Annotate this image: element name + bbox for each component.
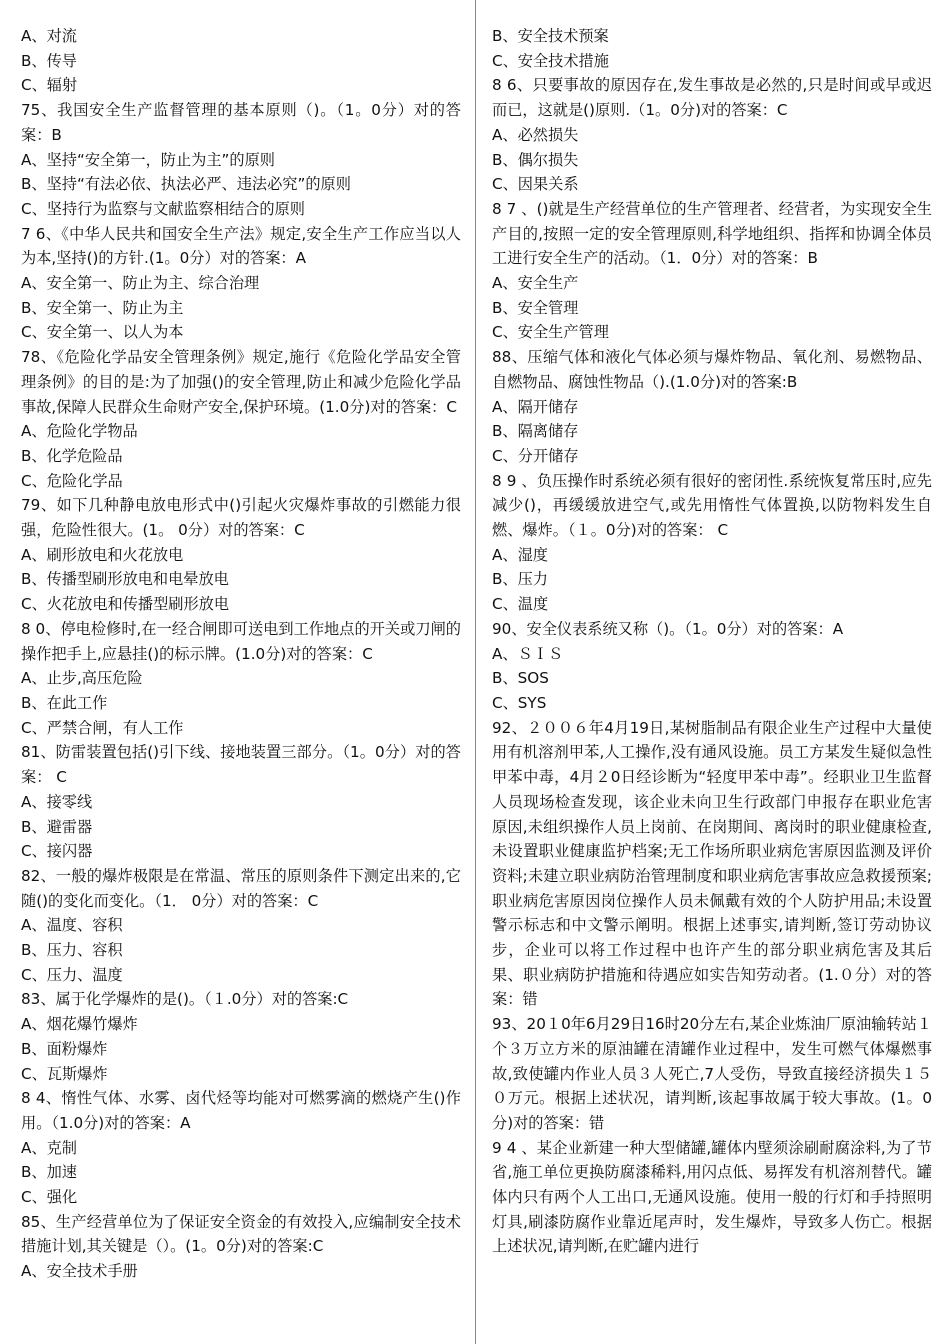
- text-line: B、安全管理: [492, 298, 579, 317]
- text-line: C、辐射: [21, 76, 78, 95]
- text-line: 75、我国安全生产监督管理的基本原则（)。（1。0分）对的答案：B: [21, 101, 461, 144]
- text-line: A、隔开储存: [492, 397, 579, 416]
- right-column: [492, 24, 932, 1259]
- column-divider: [475, 0, 476, 1344]
- text-line: A、克制: [21, 1138, 77, 1157]
- text-line: A、湿度: [492, 545, 548, 564]
- text-line: C、坚持行为监察与文献监察相结合的原则: [21, 199, 305, 218]
- text-line: 79、如下几种静电放电形式中()引起火灾爆炸事故的引燃能力很强，危险性很大。(1。 0分）对的答案：C: [21, 496, 461, 540]
- text-line: 78、《危险化学品安全管理条例》规定,施行《危险化学品安全管理条例》的目的是:为了加强()的安全管理,防止和减少危险化学品事故,保障人民群众生命财产安全,保护环境。(1.0分)对的答案：C: [21, 348, 461, 416]
- text-line: C、分开储存: [492, 446, 579, 465]
- text-line: C、危险化学品: [21, 471, 123, 490]
- text-line: 93、20１0年6月29日16时20分左右,某企业炼油厂原油输转站１个３万立方米的原油罐在清罐作业过程中，发生可燃气体爆燃事故,致使罐内作业人员３人死亡,7人受伤，导致直接经济损失１５０万元。根据上述状况，请判断,该起事故属于较大事故。(1。0分)对的答案：错: [492, 1015, 932, 1132]
- text-line: B、避雷器: [21, 817, 93, 836]
- text-line: A、对流: [21, 27, 77, 45]
- text-line: B、传导: [21, 51, 77, 70]
- text-line: 8 0、停电检修时,在一经合闸即可送电到工作地点的开关或刀闸的操作把手上,应悬挂()的标示牌。(1.0分)对的答案：C: [21, 619, 461, 663]
- text-line: B、传播型刷形放电和电晕放电: [21, 570, 229, 589]
- text-line: C、因果关系: [492, 175, 579, 194]
- text-line: B、加速: [21, 1163, 77, 1182]
- text-line: A、坚持“安全第一，防止为主”的原则: [21, 150, 275, 169]
- text-line: A、安全技术手册: [21, 1262, 138, 1281]
- text-line: C、强化: [21, 1188, 78, 1207]
- text-line: 9 4 、某企业新建一种大型储罐,罐体内壁须涂刷耐腐涂料,为了节省,施工单位更换防腐漆稀料,用闪点低、易挥发有机溶剂替代。罐体内只有两个人工出口,无通风设施。使用一般的行灯和手持照明灯具,刷漆防腐作业靠近尾声时，发生爆炸，导致多人伤亡。根据上述状况,请判断,在贮罐内进行: [492, 1138, 932, 1256]
- text-line: C、SYS: [492, 693, 547, 712]
- text-line: 7 6、《中华人民共和国安全生产法》规定,安全生产工作应当以人为本,坚持()的方针.(1。0分）对的答案：A: [21, 224, 461, 268]
- text-line: B、面粉爆炸: [21, 1039, 108, 1058]
- left-column: [21, 24, 461, 1284]
- text-line: 85、生产经营单位为了保证安全资金的有效投入,应编制安全技术措施计划,其关键是（）。(1。0分)对的答案:C: [21, 1212, 461, 1256]
- text-line: C、瓦斯爆炸: [21, 1064, 108, 1083]
- text-line: A、危险化学物品: [21, 422, 138, 441]
- text-line: C、严禁合闸，有人工作: [21, 718, 184, 737]
- text-line: 8 6、只要事故的原因存在,发生事故是必然的,只是时间或早或迟而已，这就是()原则.（1。0分)对的答案：C: [492, 76, 932, 120]
- text-line: B、安全第一、防止为主: [21, 298, 184, 317]
- text-line: C、安全第一、以人为本: [21, 323, 184, 342]
- text-line: A、必然损失: [492, 125, 579, 144]
- text-line: C、安全生产管理: [492, 323, 609, 342]
- text-line: 83、属于化学爆炸的是()。（１.0分）对的答案:C: [21, 990, 349, 1009]
- text-line: B、压力: [492, 570, 548, 589]
- text-line: B、压力、容积: [21, 941, 123, 960]
- text-line: B、隔离储存: [492, 422, 579, 441]
- text-line: A、ＳＩＳ: [492, 644, 564, 663]
- text-line: 88、压缩气体和液化气体必须与爆炸物品、氧化剂、易燃物品、自燃物品、腐蚀性物品（).(1.0分)对的答案:B: [492, 348, 932, 391]
- text-line: A、烟花爆竹爆炸: [21, 1015, 138, 1034]
- text-line: 8 9 、负压操作时系统必须有很好的密闭性.系统恢复常压时,应先减少()，再缓缓放进空气,或先用惰性气体置换,以防物料发生自燃、爆炸。（１。0分)对的答案： C: [492, 471, 932, 540]
- text-line: B、坚持“有法必依、执法必严、违法必究”的原则: [21, 175, 351, 194]
- text-line: A、接零线: [21, 792, 93, 811]
- text-line: 8 4、惰性气体、水雾、卤代烃等均能对可燃雾滴的燃烧产生()作用。（1.0分)对的答案：A: [21, 1089, 461, 1132]
- text-line: C、火花放电和传播型刷形放电: [21, 595, 230, 614]
- text-line: C、温度: [492, 595, 549, 614]
- text-line: C、接闪器: [21, 842, 93, 861]
- text-line: A、安全生产: [492, 274, 579, 293]
- text-line: 81、防雷装置包括()引下线、接地装置三部分。（1。0分）对的答案： C: [21, 743, 461, 787]
- text-line: A、止步,高压危险: [21, 669, 143, 688]
- text-line: 90、安全仪表系统又称（)。（1。0分）对的答案：A: [492, 619, 844, 638]
- text-line: B、化学危险品: [21, 446, 123, 465]
- text-line: A、安全第一、防止为主、综合治理: [21, 274, 260, 293]
- text-line: C、安全技术措施: [492, 51, 609, 70]
- text-line: B、安全技术预案: [492, 27, 609, 45]
- text-line: B、偶尔损失: [492, 150, 579, 169]
- text-line: B、SOS: [492, 669, 549, 688]
- text-line: B、在此工作: [21, 693, 108, 712]
- text-line: 92、２００６年4月19日,某树脂制品有限企业生产过程中大量使用有机溶剂甲苯,人工操作,没有通风设施。员工方某发生疑似急性甲苯中毒，4月２0日经诊断为“轻度甲苯中毒”。经职业卫生监督人员现场检查发现，该企业未向卫生行政部门申报存在职业危害原因,未组织操作人员上岗前、在岗期间、离岗时的职业健康检查,未设置职业健康监护档案;无工作场所职业病危害原因监测及评价资料;未建立职业病防治管理制度和职业病危害事故应急救援预案;职业病危害原因岗位操作人员未佩戴有效的个人防护用品;未设置警示标志和中文警示阐明。根据上述事实,请判断,签订劳动协议步，企业可以将工作过程中也许产生的部分职业病危害及其后果、职业病防护措施和待遇应如实告知劳动者。(1.０分）对的答案：错: [492, 718, 932, 1009]
- text-line: A、刷形放电和火花放电: [21, 545, 184, 564]
- text-line: A、温度、容积: [21, 916, 123, 935]
- text-line: 82、一般的爆炸极限是在常温、常压的原则条件下测定出来的,它随()的变化而变化。（1． 0分）对的答案：C: [21, 866, 461, 910]
- text-line: 8 7 、()就是生产经营单位的生产管理者、经营者，为实现安全生产目的,按照一定的安全管理原则,科学地组织、指挥和协调全体员工进行安全生产的活动。（1．0分）对的答案：B: [492, 199, 932, 268]
- text-line: C、压力、温度: [21, 965, 123, 984]
